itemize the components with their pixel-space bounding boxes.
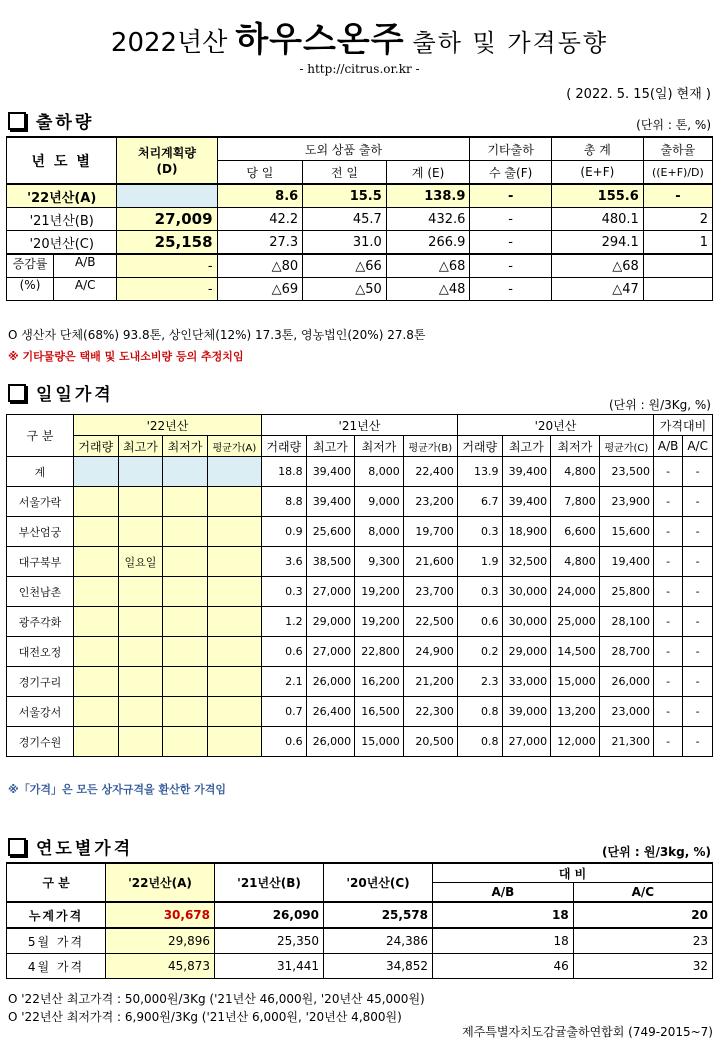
cell: 24,386 bbox=[324, 928, 433, 954]
cell: 32 bbox=[573, 954, 712, 979]
cell bbox=[163, 457, 208, 487]
cell: 3.6 bbox=[261, 547, 306, 577]
daily-title-text: 일일가격 bbox=[36, 385, 114, 405]
cell: 39,000 bbox=[502, 697, 551, 727]
table-row bbox=[7, 547, 713, 577]
cell bbox=[118, 697, 163, 727]
cell: 31.0 bbox=[303, 231, 387, 255]
cell: - bbox=[470, 254, 552, 278]
table-row bbox=[7, 954, 713, 979]
cell: 26,000 bbox=[599, 667, 653, 697]
cell: △68 bbox=[386, 254, 470, 278]
table-row bbox=[7, 928, 713, 954]
cell: 18 bbox=[433, 928, 574, 954]
col-total: 계 (E) bbox=[386, 161, 470, 185]
cell bbox=[74, 577, 119, 607]
cell: - bbox=[117, 254, 217, 278]
table-row bbox=[7, 184, 713, 208]
cell bbox=[74, 487, 119, 517]
col-rate2: ((E+F)/D) bbox=[643, 161, 712, 185]
table-row bbox=[7, 902, 713, 928]
daily-unit: (단위 : 원/3Kg, %) bbox=[608, 398, 711, 412]
table-row bbox=[7, 727, 713, 757]
col-header: 평균가(A) bbox=[207, 436, 261, 457]
cell: - bbox=[683, 727, 713, 757]
cell: 0.9 bbox=[261, 517, 306, 547]
market-name: 광주각화 bbox=[7, 607, 74, 637]
cell bbox=[207, 577, 261, 607]
col-header: A/B bbox=[653, 436, 682, 457]
daily-section-title bbox=[8, 380, 114, 405]
cell: 42.2 bbox=[217, 208, 303, 231]
cell: 16,200 bbox=[355, 667, 404, 697]
col-gubun: 구 분 bbox=[7, 863, 106, 902]
cell: 33,000 bbox=[502, 667, 551, 697]
cell: 16,500 bbox=[355, 697, 404, 727]
col-header: 최고가 bbox=[118, 436, 163, 457]
cell: 22,400 bbox=[403, 457, 457, 487]
col-header: 평균가(B) bbox=[403, 436, 457, 457]
cell: - bbox=[653, 577, 682, 607]
table-row bbox=[7, 231, 713, 255]
cell: 27,000 bbox=[306, 637, 355, 667]
table-row bbox=[7, 278, 713, 301]
cell bbox=[163, 487, 208, 517]
cell: 26,000 bbox=[306, 727, 355, 757]
cell bbox=[74, 727, 119, 757]
title-main: 하우스온주 bbox=[235, 20, 405, 60]
cell bbox=[118, 667, 163, 697]
row-label: 5월 가격 bbox=[7, 928, 106, 954]
change-label-cell bbox=[7, 278, 117, 301]
shipment-title-text: 출하량 bbox=[36, 113, 95, 133]
cell: 39,400 bbox=[306, 487, 355, 517]
col-year-20: '20년산 bbox=[457, 415, 653, 436]
cell: 21,200 bbox=[403, 667, 457, 697]
cell: - bbox=[653, 457, 682, 487]
cell: - bbox=[683, 697, 713, 727]
cell: 25,000 bbox=[551, 607, 600, 637]
shipment-section-title bbox=[8, 108, 94, 133]
cell bbox=[163, 607, 208, 637]
row-label: 4월 가격 bbox=[7, 954, 106, 979]
cell: 13.9 bbox=[457, 457, 502, 487]
col-rate: 출하율 bbox=[643, 137, 712, 161]
cell bbox=[118, 727, 163, 757]
cell: 23,000 bbox=[599, 697, 653, 727]
yearly-note-min: O '22년산 최저가격 : 6,900원/3Kg ('21년산 6,000원, '20년산 4,800원) bbox=[8, 1010, 402, 1024]
col-header: 최저가 bbox=[355, 436, 404, 457]
cell: 25,600 bbox=[306, 517, 355, 547]
cell: 25,350 bbox=[215, 928, 324, 954]
cell: 23,700 bbox=[403, 577, 457, 607]
market-name: 서울강서 bbox=[7, 697, 74, 727]
cell: 21,600 bbox=[403, 547, 457, 577]
col-plan: 처리계획량 (D) bbox=[117, 137, 217, 184]
cell: 0.6 bbox=[261, 637, 306, 667]
cell: 21,300 bbox=[599, 727, 653, 757]
shipment-table bbox=[6, 136, 713, 301]
page-title bbox=[0, 12, 719, 61]
cell: 19,400 bbox=[599, 547, 653, 577]
checkbox-icon bbox=[8, 384, 26, 402]
cell bbox=[163, 547, 208, 577]
cell: - bbox=[683, 637, 713, 667]
col-domestic: 도외 상품 출하 bbox=[217, 137, 470, 161]
cell: 39,400 bbox=[502, 487, 551, 517]
col-b: '21년산(B) bbox=[215, 863, 324, 902]
cell bbox=[207, 697, 261, 727]
cell: 15,600 bbox=[599, 517, 653, 547]
change-ab-label: A/B bbox=[74, 255, 96, 269]
cell bbox=[118, 457, 163, 487]
cell: 13,200 bbox=[551, 697, 600, 727]
cell bbox=[207, 637, 261, 667]
col-header: 최저가 bbox=[551, 436, 600, 457]
cell bbox=[163, 727, 208, 757]
col-header: A/C bbox=[683, 436, 713, 457]
cell: 2.1 bbox=[261, 667, 306, 697]
cell: 7,800 bbox=[551, 487, 600, 517]
cell: - bbox=[470, 208, 552, 231]
market-name: 경기구리 bbox=[7, 667, 74, 697]
yearly-price-table bbox=[6, 862, 713, 979]
cell: 22,500 bbox=[403, 607, 457, 637]
table-row bbox=[7, 697, 713, 727]
cell bbox=[163, 517, 208, 547]
title-year: 2022년산 bbox=[110, 28, 228, 58]
cell: 1.9 bbox=[457, 547, 502, 577]
cell bbox=[207, 457, 261, 487]
daily-note: ※「가격」은 모든 상자규격을 환산한 가격임 bbox=[8, 783, 227, 796]
cell: 8.8 bbox=[261, 487, 306, 517]
cell: 27.3 bbox=[217, 231, 303, 255]
cell: - bbox=[653, 697, 682, 727]
cell: 18 bbox=[433, 902, 574, 928]
shipment-unit: (단위 : 톤, %) bbox=[636, 118, 711, 132]
cell bbox=[118, 517, 163, 547]
report-date: ( 2022. 5. 15(일) 현재 ) bbox=[566, 87, 711, 102]
cell: 32,500 bbox=[502, 547, 551, 577]
cell: 0.2 bbox=[457, 637, 502, 667]
col-year-22: '22년산 bbox=[74, 415, 262, 436]
col-other: 기타출하 bbox=[470, 137, 552, 161]
cell bbox=[163, 697, 208, 727]
col-sum2: (E+F) bbox=[551, 161, 643, 185]
cell bbox=[163, 637, 208, 667]
col-header: 최저가 bbox=[163, 436, 208, 457]
cell: 29,000 bbox=[306, 607, 355, 637]
cell: 15,000 bbox=[551, 667, 600, 697]
cell bbox=[207, 607, 261, 637]
cell: 27,000 bbox=[502, 727, 551, 757]
daily-price-table bbox=[6, 414, 713, 757]
cell bbox=[643, 278, 712, 301]
cell: △68 bbox=[551, 254, 643, 278]
cell: 19,700 bbox=[403, 517, 457, 547]
cell bbox=[207, 547, 261, 577]
col-compare: 대 비 bbox=[433, 863, 713, 883]
cell: - bbox=[683, 457, 713, 487]
cell: 22,800 bbox=[355, 637, 404, 667]
table-row bbox=[7, 208, 713, 231]
cell: - bbox=[653, 637, 682, 667]
cell: 45,873 bbox=[106, 954, 215, 979]
cell bbox=[74, 607, 119, 637]
cell: 26,090 bbox=[215, 902, 324, 928]
cell: 27,000 bbox=[306, 577, 355, 607]
cell: △66 bbox=[303, 254, 387, 278]
footer-org: 제주특별자치도감귤출하연합회 (749-2015~7) bbox=[462, 1025, 713, 1039]
cell: 138.9 bbox=[386, 184, 470, 208]
col-header: 거래량 bbox=[261, 436, 306, 457]
cell: - bbox=[653, 547, 682, 577]
cell: 480.1 bbox=[551, 208, 643, 231]
cell: 39,400 bbox=[502, 457, 551, 487]
market-name: 인천남촌 bbox=[7, 577, 74, 607]
cell: - bbox=[683, 607, 713, 637]
cell: 28,700 bbox=[599, 637, 653, 667]
cell: 0.3 bbox=[261, 577, 306, 607]
col-ac: A/C bbox=[573, 883, 712, 903]
cell: 18,900 bbox=[502, 517, 551, 547]
col-a: '22년산(A) bbox=[106, 863, 215, 902]
cell: 6,600 bbox=[551, 517, 600, 547]
cell: - bbox=[470, 231, 552, 255]
cell: 8,000 bbox=[355, 457, 404, 487]
cell: 1.2 bbox=[261, 607, 306, 637]
row-label: '22년산(A) bbox=[7, 184, 117, 208]
table-row bbox=[7, 577, 713, 607]
col-export: 수 출(F) bbox=[470, 161, 552, 185]
cell bbox=[207, 727, 261, 757]
cell bbox=[74, 517, 119, 547]
cell: 2 bbox=[643, 208, 712, 231]
cell bbox=[117, 184, 217, 208]
change-label: 증감률 bbox=[7, 255, 54, 277]
cell: 34,852 bbox=[324, 954, 433, 979]
cell bbox=[74, 547, 119, 577]
market-name: 계 bbox=[7, 457, 74, 487]
cell: 29,000 bbox=[502, 637, 551, 667]
cell: 15.5 bbox=[303, 184, 387, 208]
cell: 25,578 bbox=[324, 902, 433, 928]
cell: - bbox=[117, 278, 217, 301]
col-prev: 전 일 bbox=[303, 161, 387, 185]
cell: 432.6 bbox=[386, 208, 470, 231]
table-row bbox=[7, 667, 713, 697]
row-label: 누계가격 bbox=[7, 902, 106, 928]
cell: 23,200 bbox=[403, 487, 457, 517]
cell: - bbox=[683, 487, 713, 517]
checkbox-icon bbox=[8, 838, 26, 856]
cell: 39,400 bbox=[306, 457, 355, 487]
site-url[interactable]: - http://citrus.or.kr - bbox=[299, 62, 420, 76]
cell: 8.6 bbox=[217, 184, 303, 208]
cell: 0.6 bbox=[457, 607, 502, 637]
yearly-title-text: 연도별가격 bbox=[36, 839, 134, 859]
cell: △80 bbox=[217, 254, 303, 278]
change-ac-label: A/C bbox=[74, 278, 96, 292]
cell bbox=[207, 667, 261, 697]
cell bbox=[118, 577, 163, 607]
cell: 1 bbox=[643, 231, 712, 255]
cell: - bbox=[653, 727, 682, 757]
cell: 19,200 bbox=[355, 577, 404, 607]
cell bbox=[118, 637, 163, 667]
cell: △50 bbox=[303, 278, 387, 301]
cell: 25,158 bbox=[117, 231, 217, 255]
col-header: 최고가 bbox=[306, 436, 355, 457]
cell: 0.3 bbox=[457, 577, 502, 607]
holiday-label: 일요일 bbox=[118, 547, 163, 577]
cell: 26,400 bbox=[306, 697, 355, 727]
cell: 8,000 bbox=[355, 517, 404, 547]
cell bbox=[74, 457, 119, 487]
cell: 46 bbox=[433, 954, 574, 979]
cell: 4,800 bbox=[551, 547, 600, 577]
cell bbox=[74, 667, 119, 697]
cell: 24,000 bbox=[551, 577, 600, 607]
cell: △48 bbox=[386, 278, 470, 301]
cell: - bbox=[683, 517, 713, 547]
cell: △47 bbox=[551, 278, 643, 301]
row-label: '21년산(B) bbox=[7, 208, 117, 231]
col-ab: A/B bbox=[433, 883, 574, 903]
cell bbox=[118, 607, 163, 637]
cell: 27,009 bbox=[117, 208, 217, 231]
col-year-21: '21년산 bbox=[261, 415, 457, 436]
table-row bbox=[7, 487, 713, 517]
cell: 26,000 bbox=[306, 667, 355, 697]
cell: 0.8 bbox=[457, 727, 502, 757]
cell: 0.7 bbox=[261, 697, 306, 727]
cell bbox=[207, 517, 261, 547]
col-header: 최고가 bbox=[502, 436, 551, 457]
cell: - bbox=[653, 517, 682, 547]
cell: 22,300 bbox=[403, 697, 457, 727]
cell: 45.7 bbox=[303, 208, 387, 231]
cell bbox=[118, 487, 163, 517]
col-header: 거래량 bbox=[457, 436, 502, 457]
cell: 30,678 bbox=[106, 902, 215, 928]
table-row bbox=[7, 254, 713, 278]
row-label: '20년산(C) bbox=[7, 231, 117, 255]
cell: 23 bbox=[573, 928, 712, 954]
cell: 0.8 bbox=[457, 697, 502, 727]
cell: 294.1 bbox=[551, 231, 643, 255]
cell: 155.6 bbox=[551, 184, 643, 208]
col-gubun: 구 분 bbox=[7, 415, 74, 457]
cell: 20,500 bbox=[403, 727, 457, 757]
cell: - bbox=[470, 278, 552, 301]
cell: 266.9 bbox=[386, 231, 470, 255]
cell: 12,000 bbox=[551, 727, 600, 757]
cell bbox=[74, 697, 119, 727]
cell: 15,000 bbox=[355, 727, 404, 757]
cell: 4,800 bbox=[551, 457, 600, 487]
cell: 2.3 bbox=[457, 667, 502, 697]
cell: - bbox=[683, 547, 713, 577]
cell: 18.8 bbox=[261, 457, 306, 487]
cell: 29,896 bbox=[106, 928, 215, 954]
title-sub: 출하 및 가격동향 bbox=[412, 29, 609, 57]
cell: 23,500 bbox=[599, 457, 653, 487]
cell: - bbox=[643, 184, 712, 208]
market-name: 경기수원 bbox=[7, 727, 74, 757]
cell bbox=[163, 667, 208, 697]
shipment-note: O 생산자 단체(68%) 93.8톤, 상인단체(12%) 17.3톤, 영농법인(20%) 27.8톤 bbox=[8, 328, 426, 342]
shipment-note-red: ※ 기타물량은 택배 및 도내소비량 등의 추정치임 bbox=[8, 350, 244, 363]
table-row bbox=[7, 607, 713, 637]
cell: 31,441 bbox=[215, 954, 324, 979]
col-c: '20년산(C) bbox=[324, 863, 433, 902]
col-year: 년 도 별 bbox=[7, 137, 117, 184]
table-row bbox=[7, 457, 713, 487]
market-name: 부산엄궁 bbox=[7, 517, 74, 547]
cell: 30,000 bbox=[502, 577, 551, 607]
cell: 20 bbox=[573, 902, 712, 928]
cell: - bbox=[470, 184, 552, 208]
cell: 0.6 bbox=[261, 727, 306, 757]
table-row bbox=[7, 637, 713, 667]
pct-label: (%) bbox=[7, 278, 54, 300]
cell: - bbox=[683, 577, 713, 607]
cell: 28,100 bbox=[599, 607, 653, 637]
col-today: 당 일 bbox=[217, 161, 303, 185]
table-row bbox=[7, 517, 713, 547]
market-name: 대전오정 bbox=[7, 637, 74, 667]
cell bbox=[163, 577, 208, 607]
cell: 0.3 bbox=[457, 517, 502, 547]
col-sum: 총 계 bbox=[551, 137, 643, 161]
cell: 9,000 bbox=[355, 487, 404, 517]
cell: 25,800 bbox=[599, 577, 653, 607]
yearly-unit: (단위 : 원/3kg, %) bbox=[602, 845, 711, 859]
market-name: 대구북부 bbox=[7, 547, 74, 577]
cell: - bbox=[683, 667, 713, 697]
cell: 6.7 bbox=[457, 487, 502, 517]
yearly-section-title bbox=[8, 834, 133, 859]
col-header: 거래량 bbox=[74, 436, 119, 457]
cell: 19,200 bbox=[355, 607, 404, 637]
checkbox-icon bbox=[8, 112, 26, 130]
cell: - bbox=[653, 487, 682, 517]
cell bbox=[643, 254, 712, 278]
cell: - bbox=[653, 607, 682, 637]
cell: 38,500 bbox=[306, 547, 355, 577]
cell: 9,300 bbox=[355, 547, 404, 577]
cell: - bbox=[653, 667, 682, 697]
cell: 23,900 bbox=[599, 487, 653, 517]
cell bbox=[74, 637, 119, 667]
change-label-cell bbox=[7, 254, 117, 278]
cell: 30,000 bbox=[502, 607, 551, 637]
col-header: 평균가(C) bbox=[599, 436, 653, 457]
cell: △69 bbox=[217, 278, 303, 301]
cell bbox=[207, 487, 261, 517]
col-compare: 가격대비 bbox=[653, 415, 712, 436]
cell: 14,500 bbox=[551, 637, 600, 667]
cell: 24,900 bbox=[403, 637, 457, 667]
market-name: 서울가락 bbox=[7, 487, 74, 517]
yearly-note-max: O '22년산 최고가격 : 50,000원/3Kg ('21년산 46,000원, '20년산 45,000원) bbox=[8, 992, 425, 1006]
